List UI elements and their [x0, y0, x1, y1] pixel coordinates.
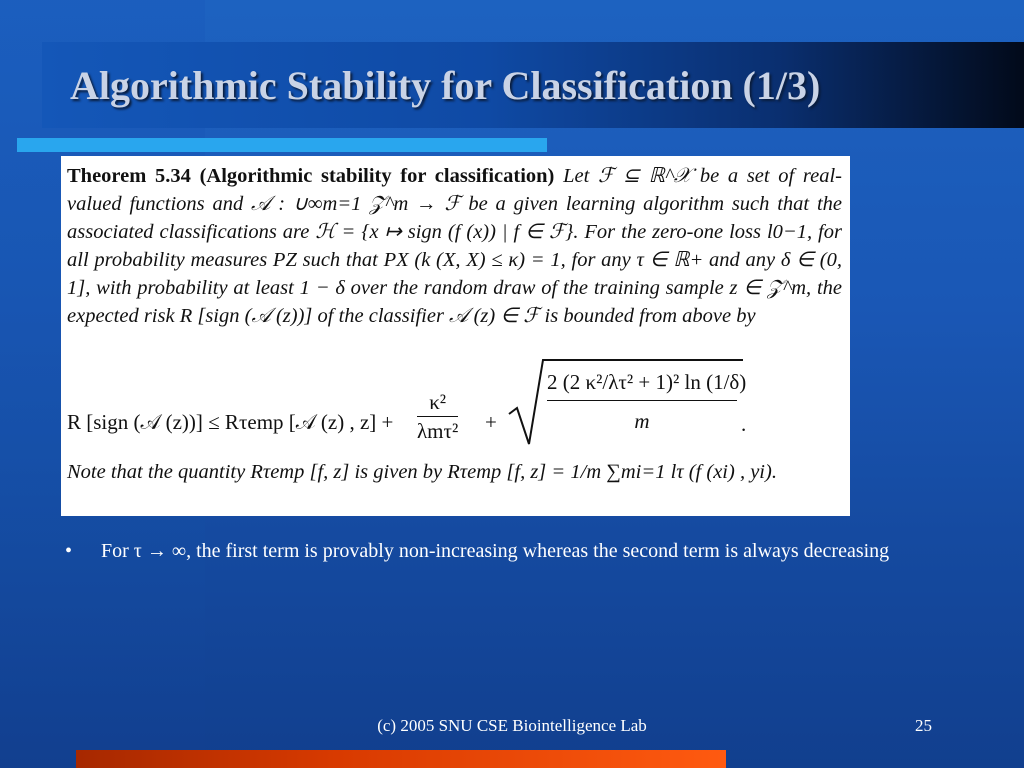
bottom-accent-bar — [76, 750, 726, 768]
kappa-fraction — [417, 388, 458, 445]
kappa-fraction-denominator: λmτ² — [417, 419, 459, 443]
square-root-term — [507, 356, 747, 448]
formula-plus: + — [485, 410, 497, 434]
bullet-marker: • — [65, 540, 73, 562]
list-item — [65, 536, 945, 567]
bullet-text: For τ → ∞, the first term is provably non-increasing whereas the second term is always decreasing — [101, 540, 890, 562]
accent-bar — [17, 138, 547, 152]
risk-bound-formula — [67, 348, 842, 458]
kappa-fraction-numerator: κ² — [417, 388, 458, 417]
slide-title: Algorithmic Stability for Classification (1/3) — [70, 63, 821, 108]
sqrt-denominator: m — [634, 409, 650, 433]
sqrt-fraction — [547, 368, 747, 435]
bullet-list — [65, 536, 945, 567]
formula-end: . — [741, 412, 747, 436]
page-number: 25 — [915, 716, 932, 735]
theorem-note: Note that the quantity Rτemp [f, z] is given by Rτemp [f, z] = 1/m ∑mi=1 lτ (f (xi) , yi). — [67, 461, 777, 483]
theorem-text — [67, 162, 842, 330]
formula-lhs: R [sign (𝒜 (z))] ≤ Rτemp [𝒜 (z) , z] + — [67, 410, 394, 434]
sqrt-numerator: 2 (2 κ²/λτ² + 1)² ln (1/δ) — [547, 368, 737, 401]
theorem-body: Let ℱ ⊆ ℝ^𝒳 be a set of real-valued functions and 𝒜 : ∪∞m=1 𝒵^m → ℱ be a given learning algorithm such that the associated classifications are ℋ = {x ↦ sign (f (x)) | f ∈ ℱ}. For the zero-one loss l0−1, for all probability measures PZ such that PX (k (X, X) ≤ κ) = 1, for any τ ∈ ℝ+ and any δ ∈ (0, 1], with probability at least 1 − δ over the random draw of the training sample z ∈ 𝒵^m, the expected risk R [sign (𝒜 (z))] of the classifier 𝒜 (z) ∈ ℱ is bounded from above by — [67, 165, 843, 327]
theorem-image — [61, 156, 850, 516]
theorem-heading: Theorem 5.34 (Algorithmic stability for classification) — [67, 165, 555, 187]
footer-text: (c) 2005 SNU CSE Biointelligence Lab — [377, 716, 647, 735]
